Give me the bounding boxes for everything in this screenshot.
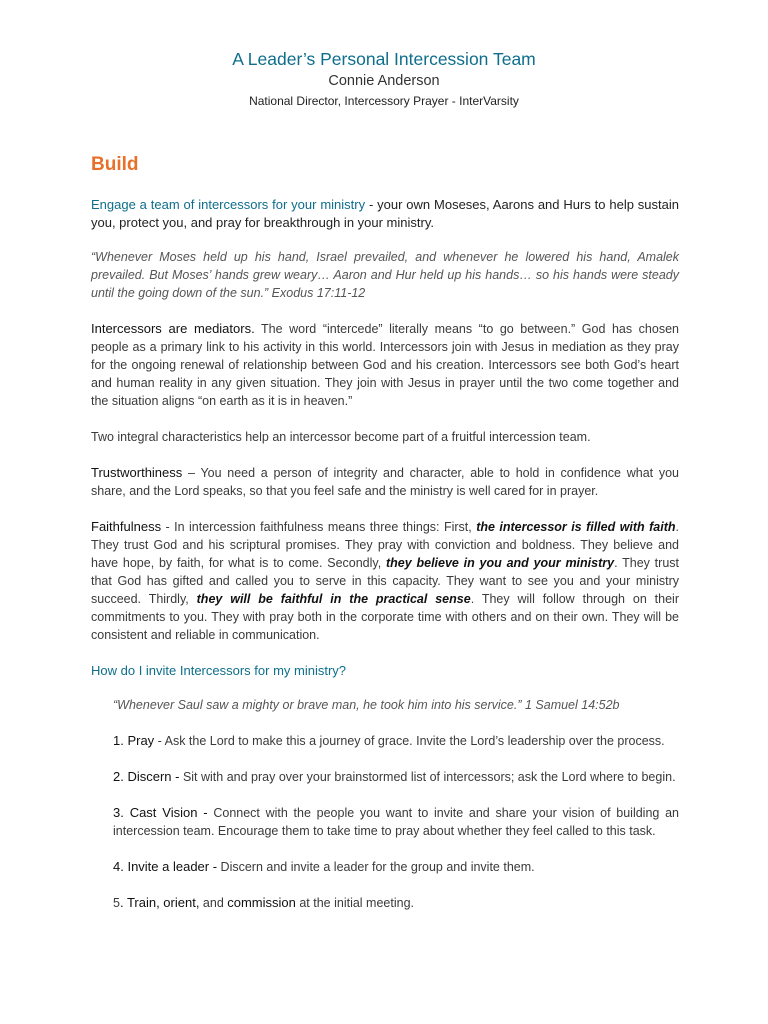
faith-text-4: . They will follow through on their commitments to you. They with pray both in the corporate time with others and on their own. They will be consistent and reliable in communication.	[91, 592, 679, 642]
faith-emphasis-2: they believe in you and your ministry	[386, 556, 615, 570]
characteristics-paragraph: Two integral characteristics help an intercessor become part of a fruitful intercession team.	[91, 430, 591, 444]
step-label: . Train, orient,	[119, 895, 200, 910]
engage-paragraph	[91, 196, 679, 232]
step-text: - Ask the Lord to make this a journey of grace. Invite the Lord’s leadership over the process.	[154, 734, 665, 748]
step-text: Discern and invite a leader for the group and invite them.	[217, 860, 535, 874]
step-item	[113, 732, 679, 750]
faith-text-3: . They trust that God has gifted and called you to serve in this capacity. They want to see you and your ministry succeed. Thirdly,	[91, 556, 679, 606]
trust-label: Trustworthiness	[91, 465, 183, 480]
step-text-end: at the initial meeting.	[295, 896, 414, 910]
section-heading: Build	[91, 154, 139, 175]
howto-heading: How do I invite Intercessors for my ministry?	[91, 663, 347, 678]
exodus-quote: “Whenever Moses held up his hand, Israel prevailed, and whenever he lowered his hand, Amalek prevailed. But Moses’ hands grew weary… Aaron and Hur held up his hands… so his hands were steady until the going down of the sun.” Exodus 17:11-12	[91, 250, 679, 300]
mediators-text: The word “intercede” literally means “to go between.” God has chosen people as a primary link to his activity in this world. Intercessors join with Jesus in mediation as they pray for the ongoing renewal of relationship between God and his creation. Intercessors see both God’s heart and human reality in any given situation. They join with Jesus in prayer until the two come together and the situation aligns “on earth as it is in heaven.”	[91, 322, 679, 408]
faith-paragraph	[91, 518, 679, 644]
step-label: 2. Discern -	[113, 769, 180, 784]
document-title: A Leader’s Personal Intercession Team	[232, 49, 536, 69]
step-text: Connect with the people you want to invite and share your vision of building an intercession team. Encourage them to take time to pray about whether they feel called to this task.	[113, 806, 679, 838]
samuel-quote: “Whenever Saul saw a mighty or brave man, he took him into his service.” 1 Samuel 14:52b	[113, 698, 620, 712]
faith-emphasis-1: the intercessor is filled with faith	[476, 520, 676, 534]
step-item	[113, 768, 679, 786]
faith-text-1: - In intercession faithfulness means three things: First,	[161, 520, 477, 534]
step-item	[113, 804, 679, 840]
mediators-paragraph	[91, 320, 679, 410]
step-number: 5	[113, 896, 120, 910]
engage-rest: - your own Moseses, Aarons and Hurs to help sustain you, protect you, and pray for breakthrough in your ministry.	[91, 197, 679, 230]
step-item	[113, 858, 679, 876]
engage-lead: Engage a team of intercessors for your ministry	[91, 197, 366, 212]
step-label: 1. Pray	[113, 733, 155, 748]
faith-emphasis-3: they will be faithful in the practical sense	[196, 592, 471, 606]
trust-paragraph	[91, 464, 679, 500]
author-name: Connie Anderson	[328, 73, 440, 89]
step-text: and	[199, 896, 228, 910]
step-label: 4. Invite a leader -	[113, 859, 218, 874]
faith-text-2: . They trust God and his scriptural promises. They pray with conviction and boldness. They believe and have hope, by faith, for what is to come. Secondly,	[91, 520, 679, 570]
step-text: Sit with and pray over your brainstormed list of intercessors; ask the Lord where to begin.	[179, 770, 676, 784]
document-body	[91, 152, 679, 912]
step-label: 3. Cast Vision -	[113, 805, 208, 820]
step-label-commission: commission	[227, 895, 296, 910]
document-header	[0, 48, 768, 110]
mediators-label: Intercessors are mediators.	[91, 321, 255, 336]
step-item	[113, 894, 679, 912]
author-role: National Director, Intercessory Prayer - InterVarsity	[249, 94, 519, 108]
faith-label: Faithfulness	[91, 519, 162, 534]
trust-text: – You need a person of integrity and character, able to hold in confidence what you share, and the Lord speaks, so that you feel safe and the ministry is well cared for in prayer.	[91, 466, 679, 498]
